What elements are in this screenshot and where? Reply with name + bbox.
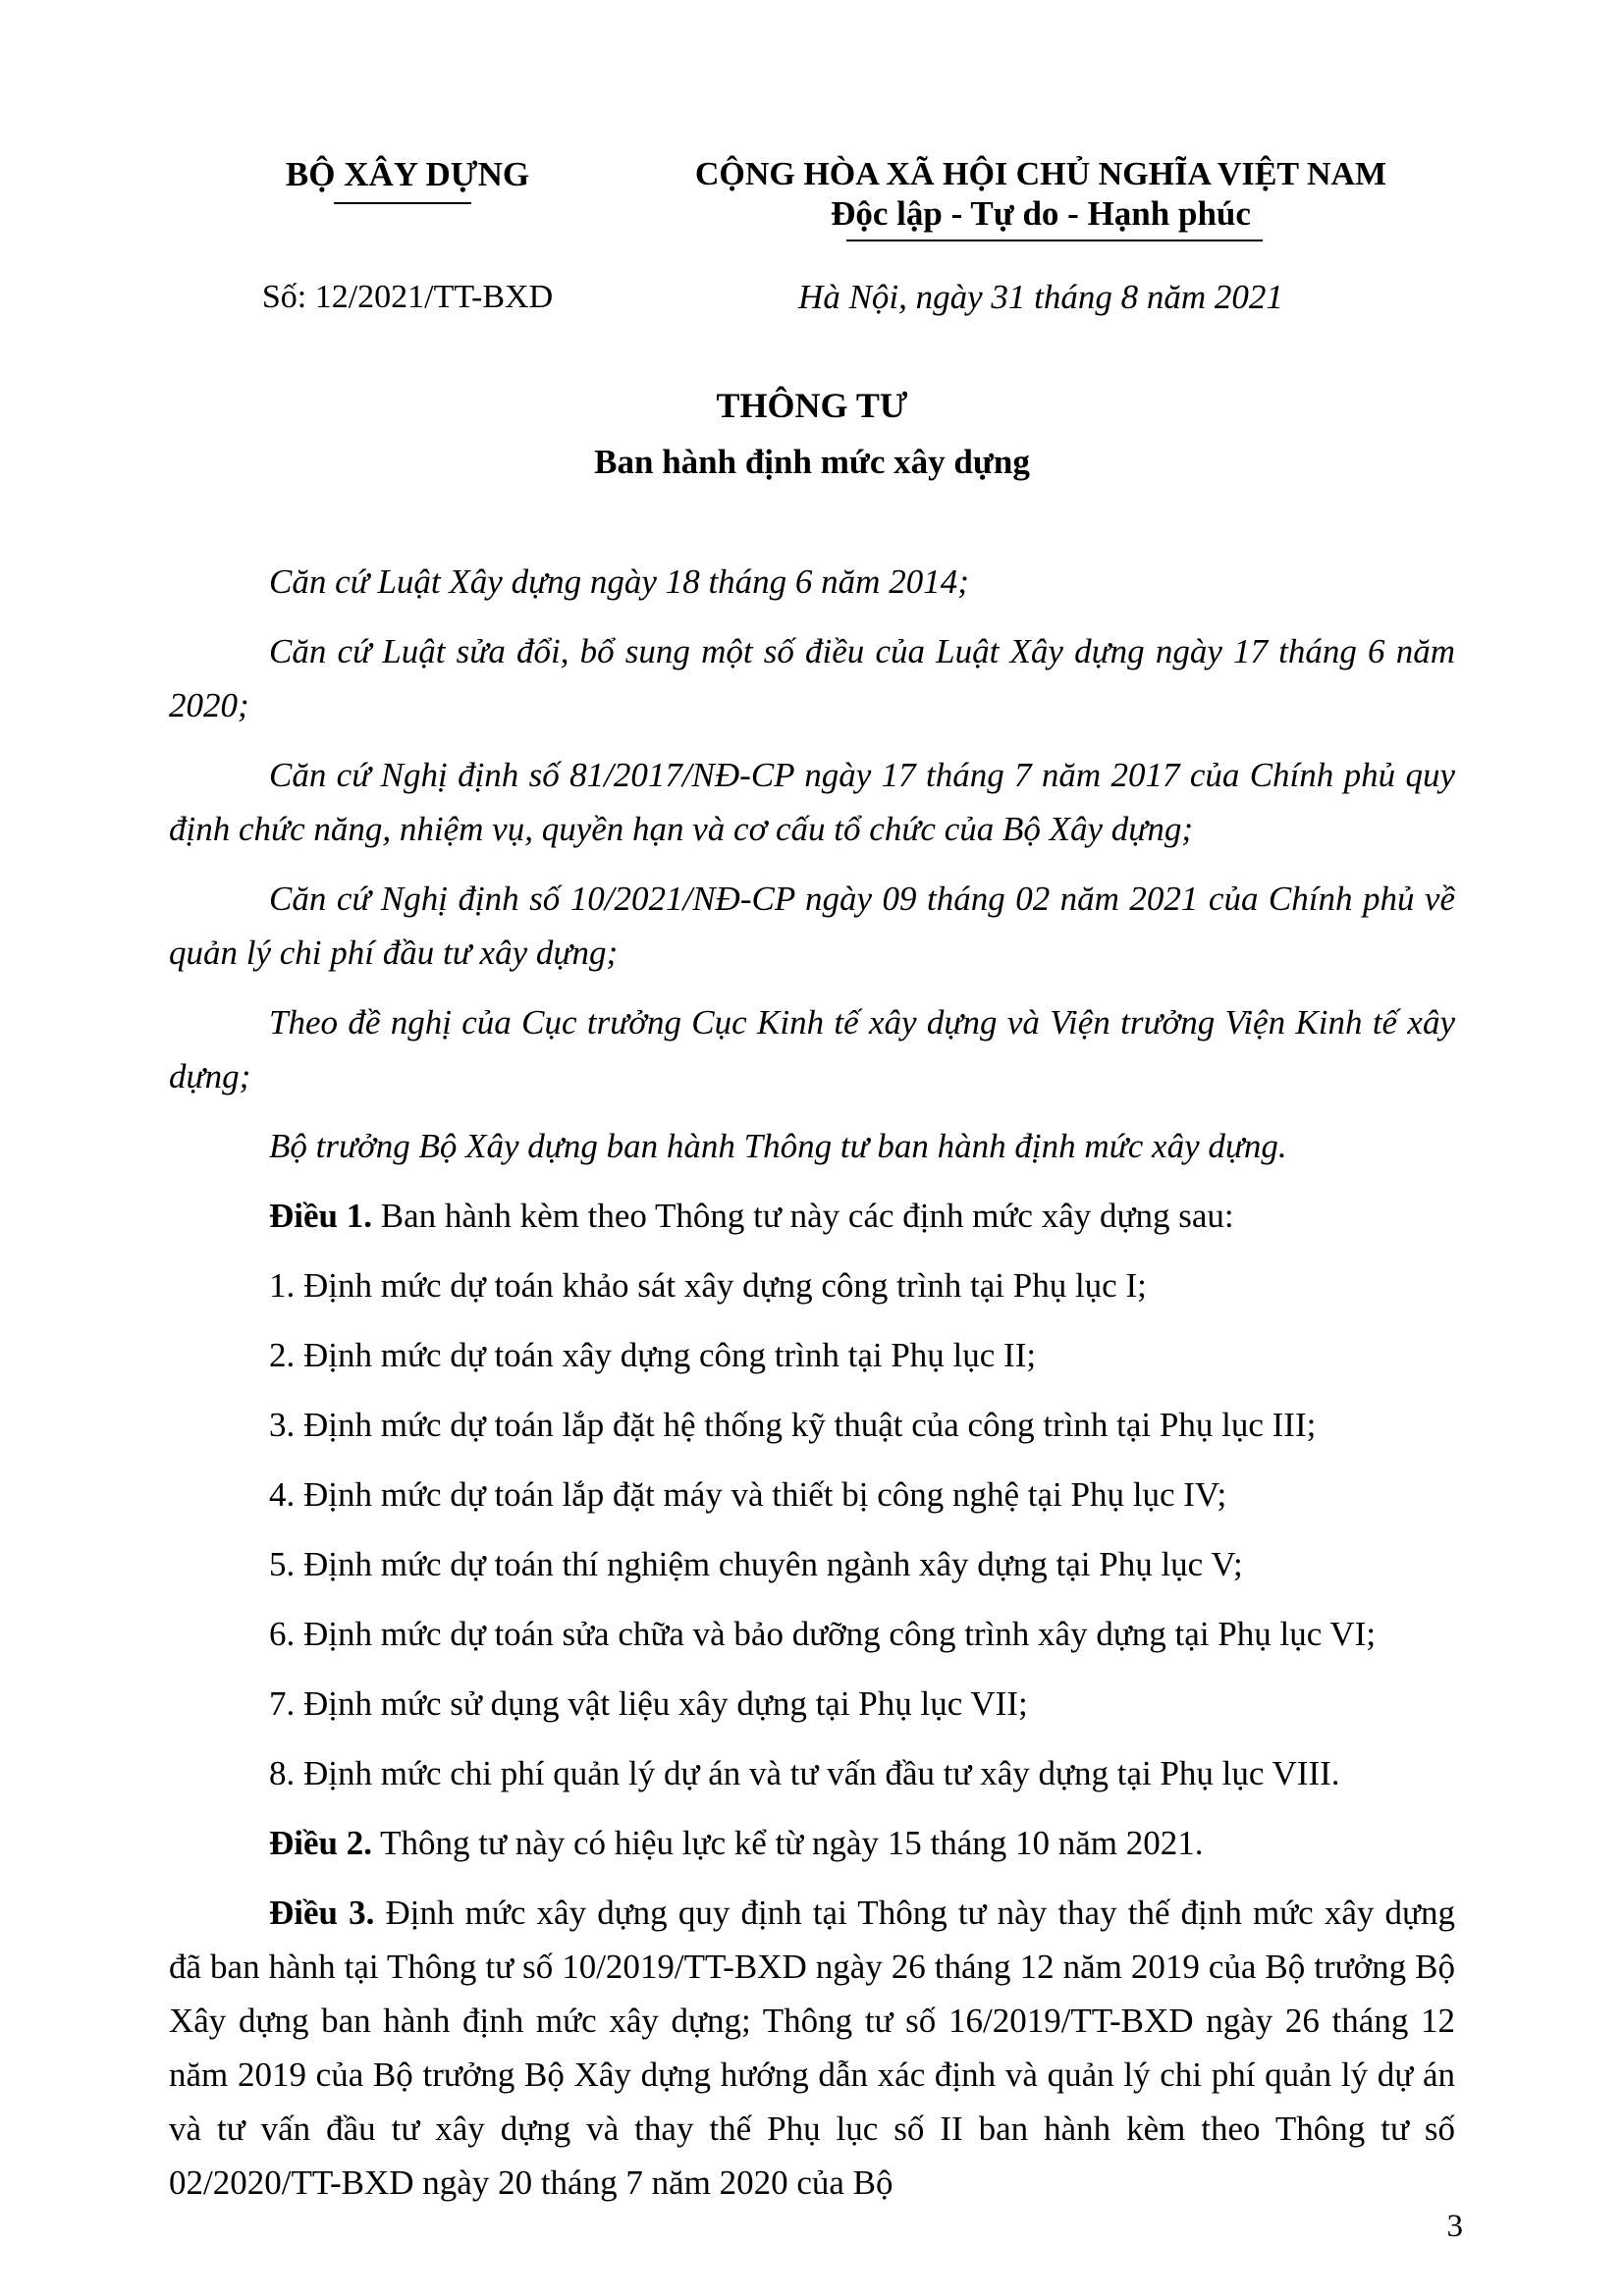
article-1-item: 8. Định mức chi phí quản lý dự án và tư vấn đầu tư xây dựng tại Phụ lục VIII. <box>269 1754 1340 1792</box>
article-2-label: Điều 2. <box>269 1824 372 1862</box>
page-number: 3 <box>1446 2209 1463 2244</box>
article-1-label: Điều 1. <box>269 1197 372 1235</box>
preamble-clause: Căn cứ Luật Xây dựng ngày 18 tháng 6 năm 2014; <box>269 562 969 601</box>
article-1-item: 3. Định mức dự toán lắp đặt hệ thống kỹ thuật của công trình tại Phụ lục III; <box>269 1406 1317 1444</box>
document-body <box>169 555 1455 2225</box>
document-subject: Ban hành định mức xây dựng <box>594 443 1030 481</box>
preamble-clause: Căn cứ Nghị định số 81/2017/NĐ-CP ngày 17 tháng 7 năm 2017 của Chính phủ quy định chức năng, nhiệm vụ, quyền hạn và cơ cấu tổ chức của Bộ Xây dựng; <box>169 756 1455 848</box>
article-2-text: Thông tư này có hiệu lực kể từ ngày 15 tháng 10 năm 2021. <box>372 1824 1204 1862</box>
national-motto: Độc lập - Tự do - Hạnh phúc <box>831 194 1251 233</box>
article-1-item: 5. Định mức dự toán thí nghiệm chuyên ngành xây dựng tại Phụ lục V; <box>269 1545 1243 1583</box>
article-1-item: 1. Định mức dự toán khảo sát xây dựng công trình tại Phụ lục I; <box>269 1266 1147 1305</box>
article-1 <box>169 1189 1455 1243</box>
article-1-item: 6. Định mức dự toán sửa chữa và bảo dưỡng công trình xây dựng tại Phụ lục VI; <box>269 1615 1377 1653</box>
preamble-clause: Căn cứ Nghị định số 10/2021/NĐ-CP ngày 09 tháng 02 năm 2021 của Chính phủ về quản lý chi phí đầu tư xây dựng; <box>169 880 1455 972</box>
article-3-text: Định mức xây dựng quy định tại Thông tư này thay thế định mức xây dựng đã ban hành tại Thông tư số 10/2019/TT-BXD ngày 26 tháng 12 năm 2019 của Bộ trưởng Bộ Xây dựng ban hành định mức xây dựng; Thông tư số 16/2019/TT-BXD ngày 26 tháng 12 năm 2019 của Bộ trưởng Bộ Xây dựng hướng dẫn xác định và quản lý chi phí quản lý dự án và tư vấn đầu tư xây dựng và thay thế Phụ lục số II ban hành kèm theo Thông tư số 02/2020/TT-BXD ngày 20 tháng 7 năm 2020 của Bộ <box>169 1894 1456 2202</box>
issuing-agency: BỘ XÂY DỰNG <box>285 155 530 193</box>
article-1-item: 7. Định mức sử dụng vật liệu xây dựng tại Phụ lục VII; <box>269 1684 1028 1723</box>
document-type-title: THÔNG TƯ <box>716 386 908 425</box>
article-3 <box>169 1886 1455 2210</box>
article-3-label: Điều 3. <box>269 1894 375 1932</box>
agency-underline <box>334 202 471 204</box>
article-1-item: 2. Định mức dự toán xây dựng công trình tại Phụ lục II; <box>269 1336 1037 1374</box>
preamble-clause: Căn cứ Luật sửa đổi, bổ sung một số điều của Luật Xây dựng ngày 17 tháng 6 năm 2020; <box>169 632 1455 724</box>
article-1-text: Ban hành kèm theo Thông tư này các định mức xây dựng sau: <box>372 1197 1234 1235</box>
article-1-item: 4. Định mức dự toán lắp đặt máy và thiết bị công nghệ tại Phụ lục IV; <box>269 1475 1227 1514</box>
article-2 <box>169 1816 1455 1870</box>
preamble-clause: Bộ trưởng Bộ Xây dựng ban hành Thông tư ban hành định mức xây dựng. <box>269 1127 1287 1165</box>
document-number: Số: 12/2021/TT-BXD <box>261 279 554 315</box>
place-and-date: Hà Nội, ngày 31 tháng 8 năm 2021 <box>798 278 1283 316</box>
national-title: CỘNG HÒA XÃ HỘI CHỦ NGHĨA VIỆT NAM <box>694 156 1387 192</box>
preamble-clause: Theo đề nghị của Cục trưởng Cục Kinh tế xây dựng và Viện trưởng Viện Kinh tế xây dựng; <box>169 1003 1455 1095</box>
motto-underline <box>846 240 1263 241</box>
